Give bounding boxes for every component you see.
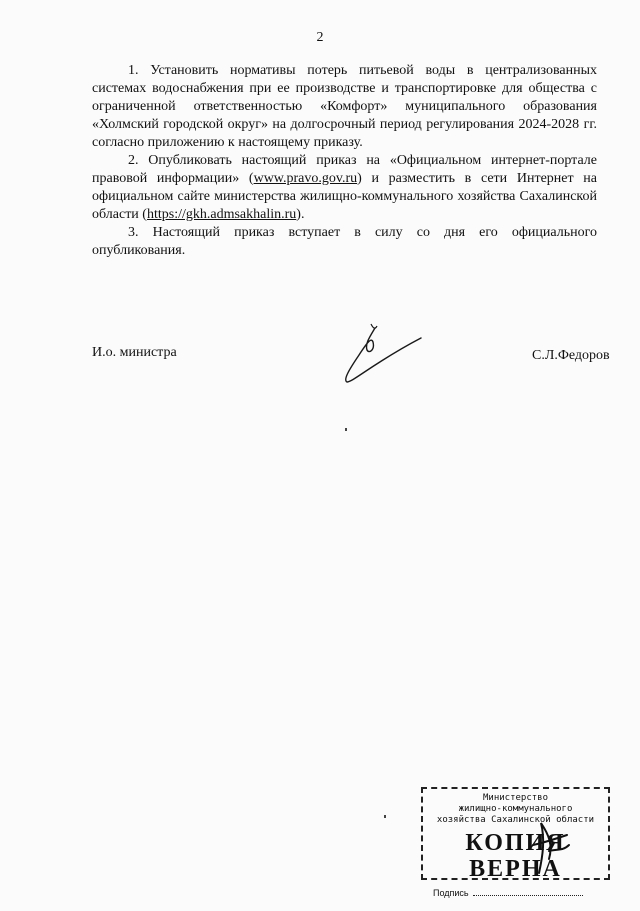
signatory-position: И.о. министра xyxy=(92,345,177,360)
stamp-signature-line xyxy=(433,888,608,898)
stamp-title: КОПИЯ ВЕРНА xyxy=(465,830,566,882)
stamp-signature-scribble xyxy=(519,815,579,875)
scan-speck xyxy=(384,815,386,818)
paragraph-3: 3. Настоящий приказ вступает в силу со дня его официального опубликования. xyxy=(92,225,597,258)
signatory-name: С.Л.Федоров xyxy=(532,348,610,363)
stamp-sign-label: Подпись xyxy=(433,888,469,898)
stamp-line-3: хозяйства Сахалинской области xyxy=(436,815,595,825)
scan-speck xyxy=(345,428,347,431)
order-body xyxy=(92,62,597,260)
page-number: 2 xyxy=(316,30,324,45)
paragraph-1: 1. Установить нормативы потерь питьевой воды в централизованных системах водоснабжения при ее производстве и транспортировке для общества с ограниченной ответственностью «Комфорт» муниципального образования «Холмский городской округ» на долгосрочный период регулирования 2024-2028 гг. согласно приложению к настоящему приказу. xyxy=(92,63,597,150)
stamp-line-1: Министерство xyxy=(482,793,549,803)
paragraph-2-text-b: ) и разместить в сети Интернет на официальном сайте министерства жилищно-коммунального хозяйства Сахалинской области ( xyxy=(92,171,598,222)
stamp-line-2: жилищно-коммунального xyxy=(458,804,573,814)
pravo-link[interactable]: www.pravo.gov.ru xyxy=(253,171,358,186)
paragraph-2-text-a: 2. Опубликовать настоящий приказ на «Официальном интернет-портале правовой информации» ( xyxy=(92,153,597,186)
gkh-link[interactable]: https://gkh.admsakhalin.ru xyxy=(146,207,297,222)
certified-copy-stamp xyxy=(421,787,610,898)
paragraph-2 xyxy=(92,152,597,224)
handwritten-signature xyxy=(335,320,430,385)
paragraph-2-text-c: ). xyxy=(296,207,305,222)
